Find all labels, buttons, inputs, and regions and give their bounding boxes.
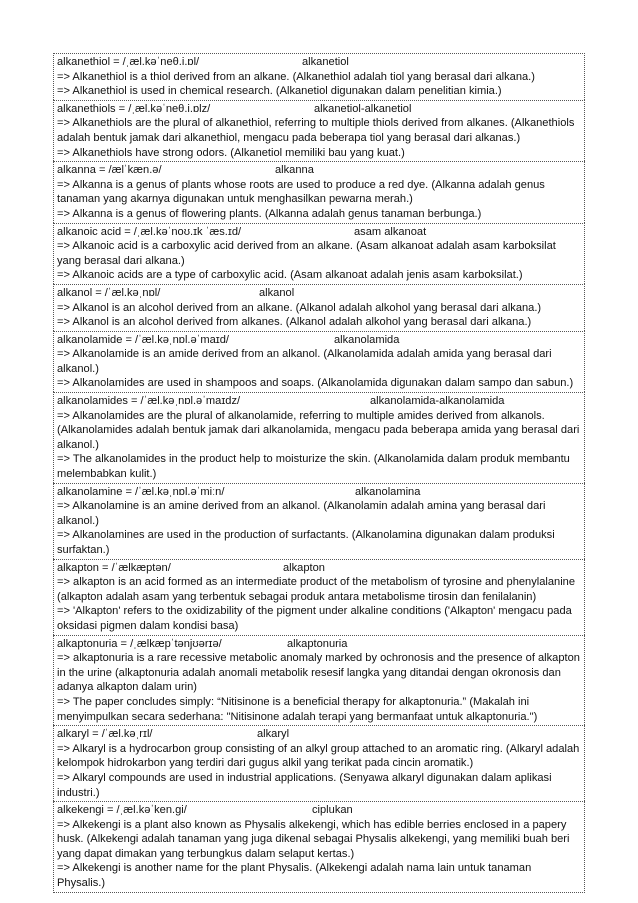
entry-header bbox=[57, 55, 581, 70]
dictionary-entry bbox=[53, 483, 585, 559]
entry-header bbox=[57, 394, 581, 409]
entry-header bbox=[57, 286, 581, 301]
dictionary-entry bbox=[53, 392, 585, 483]
entry-translation: alkanolamida-alkanolamida bbox=[370, 395, 505, 408]
example-sentence: => Alkanol is an alcohol derived from an alkane. (Alkanol adalah alkohol yang berasal dari alkana.) bbox=[57, 301, 542, 314]
example-sentence: => The alkanolamides in the product help to moisturize the skin. (Alkanolamida dalam produk membantu melembabkan kulit.) bbox=[57, 453, 570, 481]
entry-headword: alkaryl = /ˈæl.kəˌrɪl/ bbox=[57, 728, 153, 741]
dictionary-entry bbox=[53, 635, 585, 726]
dictionary-entry bbox=[53, 53, 585, 100]
example-sentence: => alkaptonuria is a rare recessive metabolic anomaly marked by ochronosis and the presence of alkapton in the urine (alkaptonuria adalah anomali metabolik resesif langka yang ditandai dengan okronosis dan adanya alkapton dalam urin) bbox=[57, 652, 580, 694]
dictionary-entry bbox=[53, 223, 585, 284]
example-sentence: => Alkekengi is a plant also known as Physalis alkekengi, which has edible berries enclosed in a papery husk. (Alkekengi adalah tanaman yang juga dikenal sebagai Physalis alkekengi, yang memiliki buah beri yang dapat dimakan yang terbungkus dalam selaput kertas.) bbox=[57, 818, 570, 860]
entry-headword: alkanna = /ælˈkæn.ə/ bbox=[57, 164, 162, 177]
dictionary-entry bbox=[53, 801, 585, 893]
example-sentence: => Alkanoic acids are a type of carboxylic acid. (Asam alkanoat adalah jenis asam karboksilat.) bbox=[57, 269, 523, 282]
entry-translation: asam alkanoat bbox=[354, 225, 427, 238]
dictionary-entry bbox=[53, 725, 585, 801]
example-sentence: => Alkanethiols are the plural of alkanethiol, referring to multiple thiols derived from alkanes. (Alkanethiols adalah bentuk jamak dari alkanethiol, mengacu pada beberapa tiol yang berasal dari alkanas.) bbox=[57, 117, 575, 144]
entry-headword: alkanol = /ˈæl.kəˌnɒl/ bbox=[57, 286, 161, 299]
dictionary-entry bbox=[53, 100, 585, 161]
entry-header bbox=[57, 727, 581, 742]
entry-translation: alkaryl bbox=[257, 728, 290, 741]
entry-header bbox=[57, 333, 581, 348]
example-sentence: => Alkanolamine is an amine derived from an alkanol. (Alkanolamin adalah amina yang berasal dari alkanol.) bbox=[57, 500, 546, 527]
entry-headword: alkanethiol = /ˌæl.kəˈneθ.i.ɒl/ bbox=[57, 56, 200, 68]
entry-header bbox=[57, 225, 581, 240]
dictionary-entry bbox=[53, 331, 585, 392]
example-sentence: => Alkanethiol is used in chemical research. (Alkanetiol digunakan dalam penelitian kimia.) bbox=[57, 85, 502, 98]
entry-translation: ciplukan bbox=[312, 804, 353, 817]
dictionary-entry bbox=[53, 284, 585, 331]
example-sentence: => Alkanolamides are the plural of alkanolamide, referring to multiple amides derived from alkanols. (Alkanolamides adalah bentuk jamak dari alkanolamida, mengacu pada beberapa amida yang berasal dari alkanol.) bbox=[57, 409, 580, 451]
entry-headword: alkapton = /ˈælkæptən/ bbox=[57, 561, 171, 574]
example-sentence: => Alkanethiol is a thiol derived from an alkane. (Alkanethiol adalah tiol yang berasal dari alkana.) bbox=[57, 70, 535, 83]
entry-headword: alkanolamide = /ˈæl.kəˌnɒl.əˈmaɪd/ bbox=[57, 333, 229, 346]
example-sentence: => alkapton is an acid formed as an intermediate product of the metabolism of tyrosine and phenylalanine (alkapton adalah asam yang terbentuk sebagai produk antara metabolisme tirosin dan fenilalanin) bbox=[57, 576, 576, 603]
example-sentence: => Alkanolamide is an amide derived from an alkanol. (Alkanolamida adalah amida yang berasal dari alkanol.) bbox=[57, 348, 552, 375]
dictionary-entry bbox=[53, 559, 585, 635]
entry-headword: alkanolamine = /ˈæl.kəˌnɒl.əˈmiːn/ bbox=[57, 485, 225, 498]
entry-translation: alkaptonuria bbox=[287, 637, 348, 650]
example-sentence: => Alkanna is a genus of flowering plants. (Alkanna adalah genus tanaman berbunga.) bbox=[57, 207, 482, 220]
entry-headword: alkanethiols = /ˌæl.kəˈneθ.i.ɒlz/ bbox=[57, 102, 211, 115]
entry-translation: alkanolamida bbox=[334, 333, 400, 346]
example-sentence: => Alkanethiols have strong odors. (Alkanetiol memiliki bau yang kuat.) bbox=[57, 146, 405, 159]
entry-translation: alkanna bbox=[275, 164, 314, 177]
entry-header bbox=[57, 803, 581, 818]
entry-headword: alkaptonuria = /ˌælkæpˈtənjʊərɪə/ bbox=[57, 637, 222, 650]
entry-headword: alkanolamides = /ˈæl.kəˌnɒl.əˈmaɪdz/ bbox=[57, 395, 241, 408]
example-sentence: => 'Alkapton' refers to the oxidizability of the pigment under alkaline conditions ('Alkapton' mengacu pada oksidasi pigmen dalam kondisi basa) bbox=[57, 605, 572, 632]
entry-translation: alkanetiol bbox=[302, 56, 349, 68]
example-sentence: => Alkanol is an alcohol derived from alkanes. (Alkanol adalah alkohol yang berasal dari alkana.) bbox=[57, 316, 532, 329]
example-sentence: => Alkekengi is another name for the plant Physalis. (Alkekengi adalah nama lain untuk tanaman Physalis.) bbox=[57, 862, 532, 890]
example-sentence: => Alkanoic acid is a carboxylic acid derived from an alkane. (Asam alkanoat adalah asam karboksilat yang berasal dari alkana.) bbox=[57, 240, 556, 267]
entry-translation: alkanetiol-alkanetiol bbox=[314, 102, 412, 115]
example-sentence: => Alkanna is a genus of plants whose roots are used to produce a red dye. (Alkanna adalah genus tanaman yang akarnya digunakan untuk menghasilkan pewarna merah.) bbox=[57, 178, 545, 206]
example-sentence: => Alkanolamines are used in the production of surfactants. (Alkanolamina digunakan dalam produksi surfaktan.) bbox=[57, 529, 555, 556]
example-sentence: => Alkanolamides are used in shampoos and soaps. (Alkanolamida digunakan dalam sampo dan sabun.) bbox=[57, 377, 574, 390]
example-sentence: => Alkaryl compounds are used in industrial applications. (Senyawa alkaryl digunakan dalam aplikasi industri.) bbox=[57, 771, 552, 799]
entry-headword: alkekengi = /ˌæl.kəˈken.gi/ bbox=[57, 804, 187, 817]
example-sentence: => The paper concludes simply: “Nitisinone is a beneficial therapy for alkaptonuria.” (Makalah ini menyimpulkan secara sederhana: "Nitisinone adalah terapi yang bermanfaat untuk alkaptonuria.") bbox=[57, 695, 538, 723]
entry-translation: alkanol bbox=[259, 286, 295, 299]
dictionary-entry bbox=[53, 161, 585, 222]
entry-header bbox=[57, 102, 581, 117]
entry-headword: alkanoic acid = /ˌæl.kəˈnoʊ.ɪk ˈæs.ɪd/ bbox=[57, 225, 242, 238]
entry-header bbox=[57, 561, 581, 576]
dictionary-sheet bbox=[53, 53, 585, 893]
example-sentence: => Alkaryl is a hydrocarbon group consisting of an alkyl group attached to an aromatic ring. (Alkaryl adalah kelompok hidrokarbon yang terdiri dari gugus alkil yang terikat pada cincin aromatik.) bbox=[57, 742, 580, 770]
entry-translation: alkapton bbox=[283, 561, 325, 574]
entry-header bbox=[57, 637, 581, 652]
entry-header bbox=[57, 485, 581, 500]
entry-header bbox=[57, 163, 581, 178]
entry-translation: alkanolamina bbox=[355, 485, 421, 498]
